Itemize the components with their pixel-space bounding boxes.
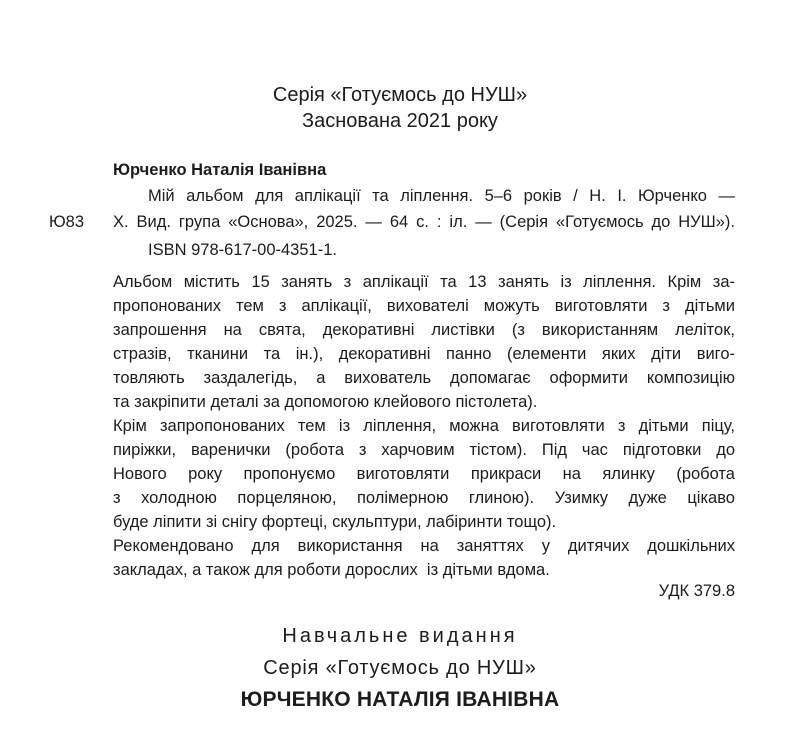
series-title: Серія «Готуємось до НУШ» (272, 84, 528, 106)
annotation-line: Рекомендовано для використання на заняттях у дитячих дошкільних (113, 537, 735, 555)
bibliographic-entry (49, 157, 735, 263)
udk-code: УДК 379.8 (658, 582, 735, 600)
annotation-line: товляють заздалегідь, а вихователь допомагає оформити композицію (113, 369, 735, 387)
annotation-line: Нового року пропонуємо виготовляти прикраси на ялинку (робота (113, 465, 735, 483)
annotation-line: запрошення на свята, декоративні листівки (з використанням леліток, (113, 321, 735, 339)
series-founded: Заснована 2021 року (302, 110, 498, 132)
annotation-line: пропонованих тем з аплікації, вихователі можуть виготовляти з дітьми (113, 297, 735, 315)
annotation-lines (113, 270, 735, 582)
annotation-line: та закріпити деталі за допомогою клейового пістолета). (113, 393, 538, 411)
annotation-line: Крім запропонованих тем із ліплення, можна виготовляти з дітьми піцу, (113, 417, 735, 435)
biblio-title-line: Мій альбом для аплікації та ліплення. 5–6 років / Н. І. Юрченко — (148, 187, 735, 205)
annotation-line: Альбом містить 15 занять з аплікації та 13 занять із ліплення. Крім за- (113, 273, 735, 291)
annotation-line: з холодною порцеляною, полімерною глиною). Узимку дуже цікаво (113, 489, 735, 507)
footer-block (0, 625, 800, 712)
footer-series: Серія «Готуємось до НУШ» (263, 657, 537, 679)
footer-author-caps: ЮРЧЕНКО НАТАЛІЯ ІВАНІВНА (240, 688, 560, 711)
isbn: ISBN 978-617-00-4351-1. (148, 241, 337, 259)
annotation-line: пиріжки, варенички (робота з харчовим тістом). Під час підготовки до (113, 441, 735, 459)
biblio-publication-line: Х. Вид. група «Основа», 2025. — 64 с. : іл. — (Серія «Готуємось до НУШ»). (113, 213, 735, 231)
annotation-line: буде ліпити зі снігу фортеці, скульптури, лабіринти тощо). (113, 513, 557, 531)
annotation-line: закладах, а також для роботи дорослих із дітьми вдома. (113, 561, 550, 579)
series-header (0, 0, 800, 134)
annotation-line: стразів, тканини та ін.), декоративні панно (елементи яких діти виго- (113, 345, 735, 363)
edition-type: Навчальне видання (282, 625, 518, 647)
author-mark: Ю83 (49, 213, 85, 231)
biblio-author: Юрченко Наталія Іванівна (113, 161, 327, 179)
